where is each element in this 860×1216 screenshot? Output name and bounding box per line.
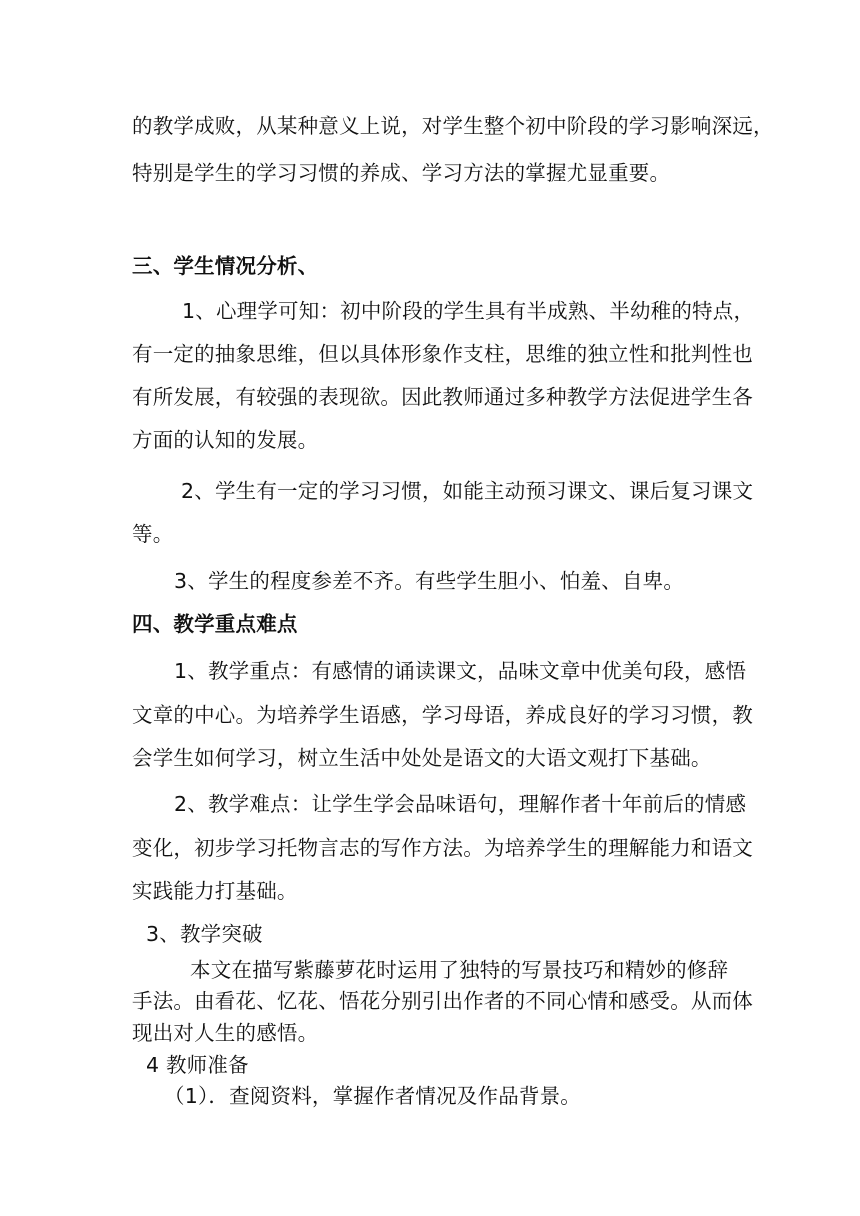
section-3-item-2-line-1: 2、学生有一定的学习习惯，如能主动预习课文、课后复习课文	[181, 479, 754, 503]
section-4-item-2-line-2: 变化，初步学习托物言志的写作方法。为培养学生的理解能力和语文	[132, 836, 753, 860]
section-4-item-3-line-2: 手法。由看花、忆花、悟花分别引出作者的不同心情和感受。从而体	[132, 989, 753, 1013]
section-3-heading: 三、学生情况分析、	[132, 254, 319, 278]
section-4-item-4-1: （1）．查阅资料，掌握作者情况及作品背景。	[164, 1084, 581, 1108]
section-4-heading: 四、教学重点难点	[132, 612, 298, 636]
section-3-item-1-line-3: 有所发展，有较强的表现欲。因此教师通过多种教学方法促进学生各	[132, 385, 753, 409]
section-4-item-1-line-3: 会学生如何学习，树立生活中处处是语文的大语文观打下基础。	[132, 746, 712, 770]
section-4-item-2-line-3: 实践能力打基础。	[132, 879, 298, 903]
intro-line-2: 特别是学生的学习习惯的养成、学习方法的掌握尤显重要。	[132, 161, 671, 185]
section-4-item-1-line-1: 1、教学重点：有感情的诵读课文，品味文章中优美句段，感悟	[174, 659, 747, 683]
section-3-item-2-line-2: 等。	[132, 522, 174, 546]
section-4-item-3-line-3: 现出对人生的感悟。	[132, 1021, 319, 1045]
section-4-item-3-line-1: 本文在描写紫藤萝花时运用了独特的写景技巧和精妙的修辞	[190, 958, 729, 982]
section-3-item-3: 3、学生的程度参差不齐。有些学生胆小、怕羞、自卑。	[174, 569, 685, 593]
section-4-item-2-line-1: 2、教学难点：让学生学会品味语句，理解作者十年前后的情感	[174, 792, 747, 816]
intro-line-1: 的教学成败，从某种意义上说，对学生整个初中阶段的学习影响深远，	[132, 114, 774, 138]
section-4-item-1-line-2: 文章的中心。为培养学生语感，学习母语，养成良好的学习习惯，教	[132, 703, 753, 727]
section-4-item-3-label: 3、教学突破	[146, 922, 263, 946]
section-3-item-1-line-1: 1、心理学可知：初中阶段的学生具有半成熟、半幼稚的特点，	[182, 299, 755, 323]
section-3-item-1-line-4: 方面的认知的发展。	[132, 428, 319, 452]
section-4-item-4-label: 4 教师准备	[146, 1053, 249, 1077]
section-3-item-1-line-2: 有一定的抽象思维，但以具体形象作支柱，思维的独立性和批判性也	[132, 342, 753, 366]
